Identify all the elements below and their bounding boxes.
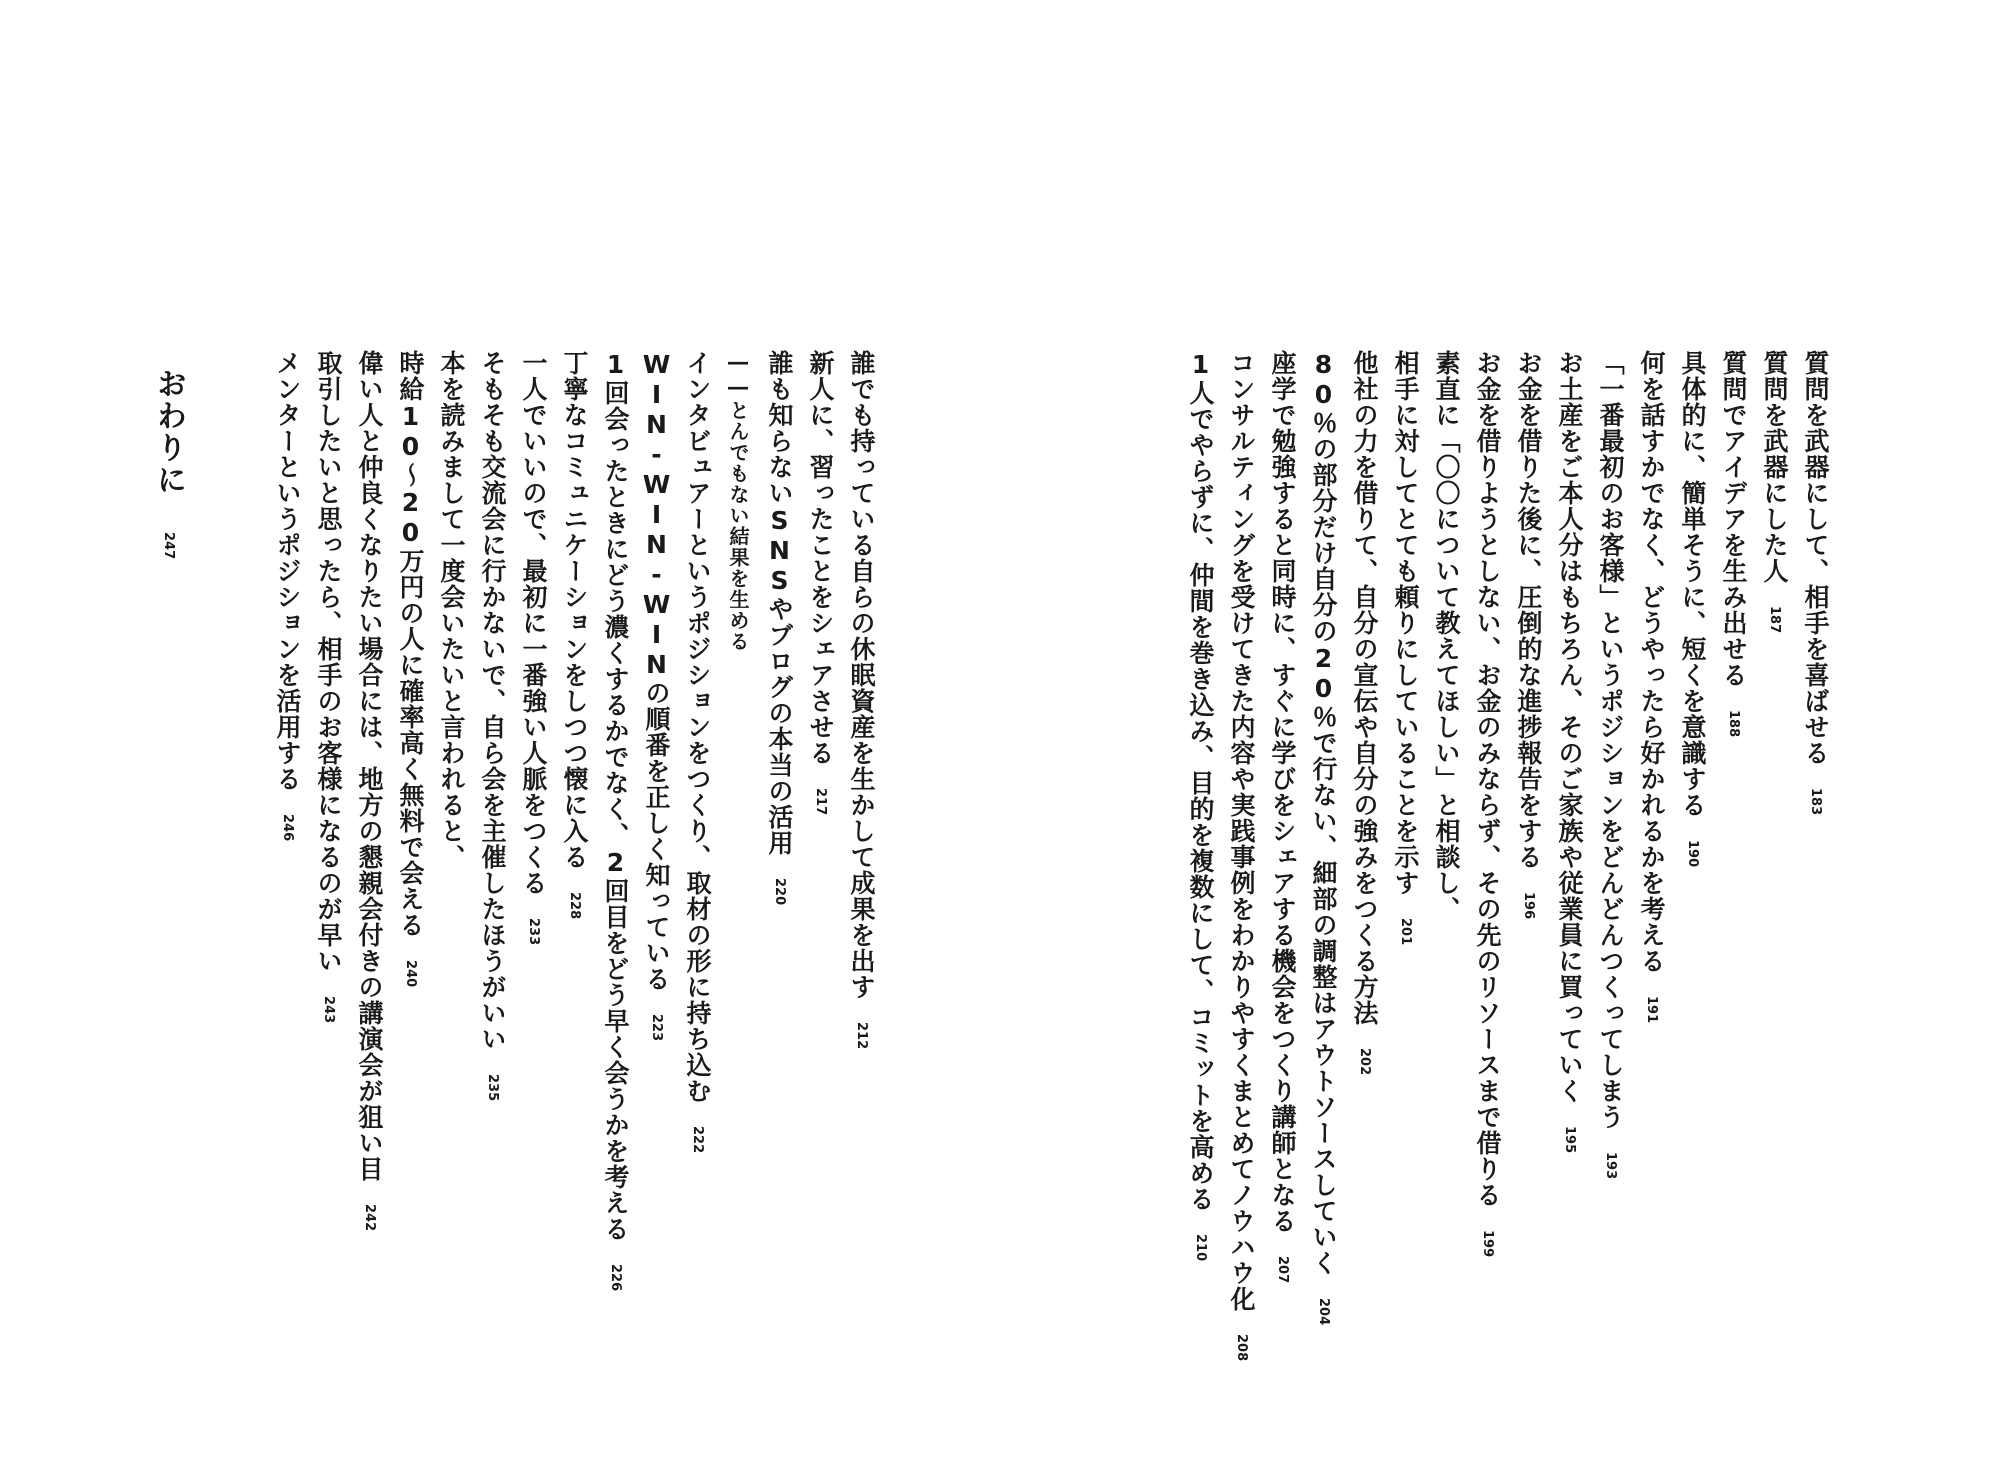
toc-entry[interactable]: メンターというポジションを活用する246 <box>273 350 302 842</box>
toc-entry[interactable]: 質問を武器にして、相手を喜ばせる183 <box>1801 350 1830 816</box>
toc-entry[interactable]: 「一番最初のお客様」というポジションをどんどんつくってしまう193 <box>1596 350 1625 1180</box>
toc-entry[interactable]: 質問を武器にした人187 <box>1760 350 1789 634</box>
toc-entry[interactable]: 素直に「〇〇について教えてほしい」と相談し、 <box>1432 350 1461 922</box>
closing-heading[interactable]: おわりに247 <box>151 368 186 560</box>
toc-entry[interactable]: 何を話すかでなく、どうやったら好かれるかを考える191 <box>1637 350 1666 1024</box>
toc-entry[interactable]: 具体的に、簡単そうに、短くを意識する190 <box>1678 350 1707 868</box>
toc-entry[interactable]: 本を読みまして一度会いたいと言われると、 <box>437 350 466 870</box>
toc-entry[interactable]: 座学で勉強すると同時に、すぐに学びをシェアする機会をつくり講師となる207 <box>1268 350 1297 1284</box>
toc-entry[interactable]: 相手に対してとても頼りにしていることを示す201 <box>1391 350 1420 946</box>
toc-entry[interactable]: そもそも交流会に行かないで、自ら会を主催したほうがいい235 <box>478 350 507 1102</box>
toc-entry[interactable]: 他社の力を借りて、自分の宣伝や自分の強みをつくる方法202 <box>1350 350 1379 1076</box>
toc-entry[interactable]: 取引したいと思ったら、相手のお客様になるのが早い243 <box>314 350 343 1024</box>
toc-entry[interactable]: 1人でやらずに、仲間を巻き込み、目的を複数にして、コミットを高める210 <box>1186 350 1215 1262</box>
toc-entry[interactable]: お金を借りた後に、圧倒的な進捗報告をする196 <box>1514 350 1543 920</box>
toc-entry[interactable]: お金を借りようとしない、お金のみならず、その先のリソースまで借りる199 <box>1473 350 1502 1258</box>
toc-entry[interactable]: 偉い人と仲良くなりたい場合には、地方の懇親会付きの講演会が狙い目242 <box>355 350 384 1232</box>
toc-entry[interactable]: コンサルティングを受けてきた内容や実践事例をわかりやすくまとめてノウハウ化208 <box>1227 350 1256 1362</box>
toc-entry[interactable]: 80％の部分だけ自分の20％で行ない、細部の調整はアウトソースしていく204 <box>1309 350 1338 1326</box>
toc-entry[interactable]: 新人に、習ったことをシェアさせる217 <box>806 350 835 816</box>
toc-entry[interactable]: 誰も知らないSNSやブログの本当の活用220 <box>765 350 794 906</box>
toc-entry[interactable]: 1回会ったときにどう濃くするかでなく、2回目をどう早く会うかを考える226 <box>601 350 630 1292</box>
toc-entry[interactable]: インタビュアーというポジションをつくり、取材の形に持ち込む222 <box>683 350 712 1154</box>
toc-entry[interactable]: 丁寧なコミュニケーションをしつつ懐に入る228 <box>560 350 589 920</box>
toc-entry[interactable]: WIN-WIN-WINの順番を正しく知っている223 <box>642 350 671 1042</box>
toc-entry[interactable]: 誰でも持っている自らの休眠資産を生かして成果を出す212 <box>847 350 876 1050</box>
toc-subtitle: ――とんでもない結果を生める <box>726 350 750 652</box>
toc-entry[interactable]: お土産をご本人分はもちろん、そのご家族や従業員に買っていく195 <box>1555 350 1584 1154</box>
right-page <box>1000 0 2000 1473</box>
toc-entry[interactable]: 一人でいいので、最初に一番強い人脈をつくる233 <box>519 350 548 946</box>
toc-entry[interactable]: 時給10～20万円の人に確率高く無料で会える240 <box>396 350 425 988</box>
toc-entry[interactable]: 質問でアイデアを生み出せる188 <box>1719 350 1748 738</box>
